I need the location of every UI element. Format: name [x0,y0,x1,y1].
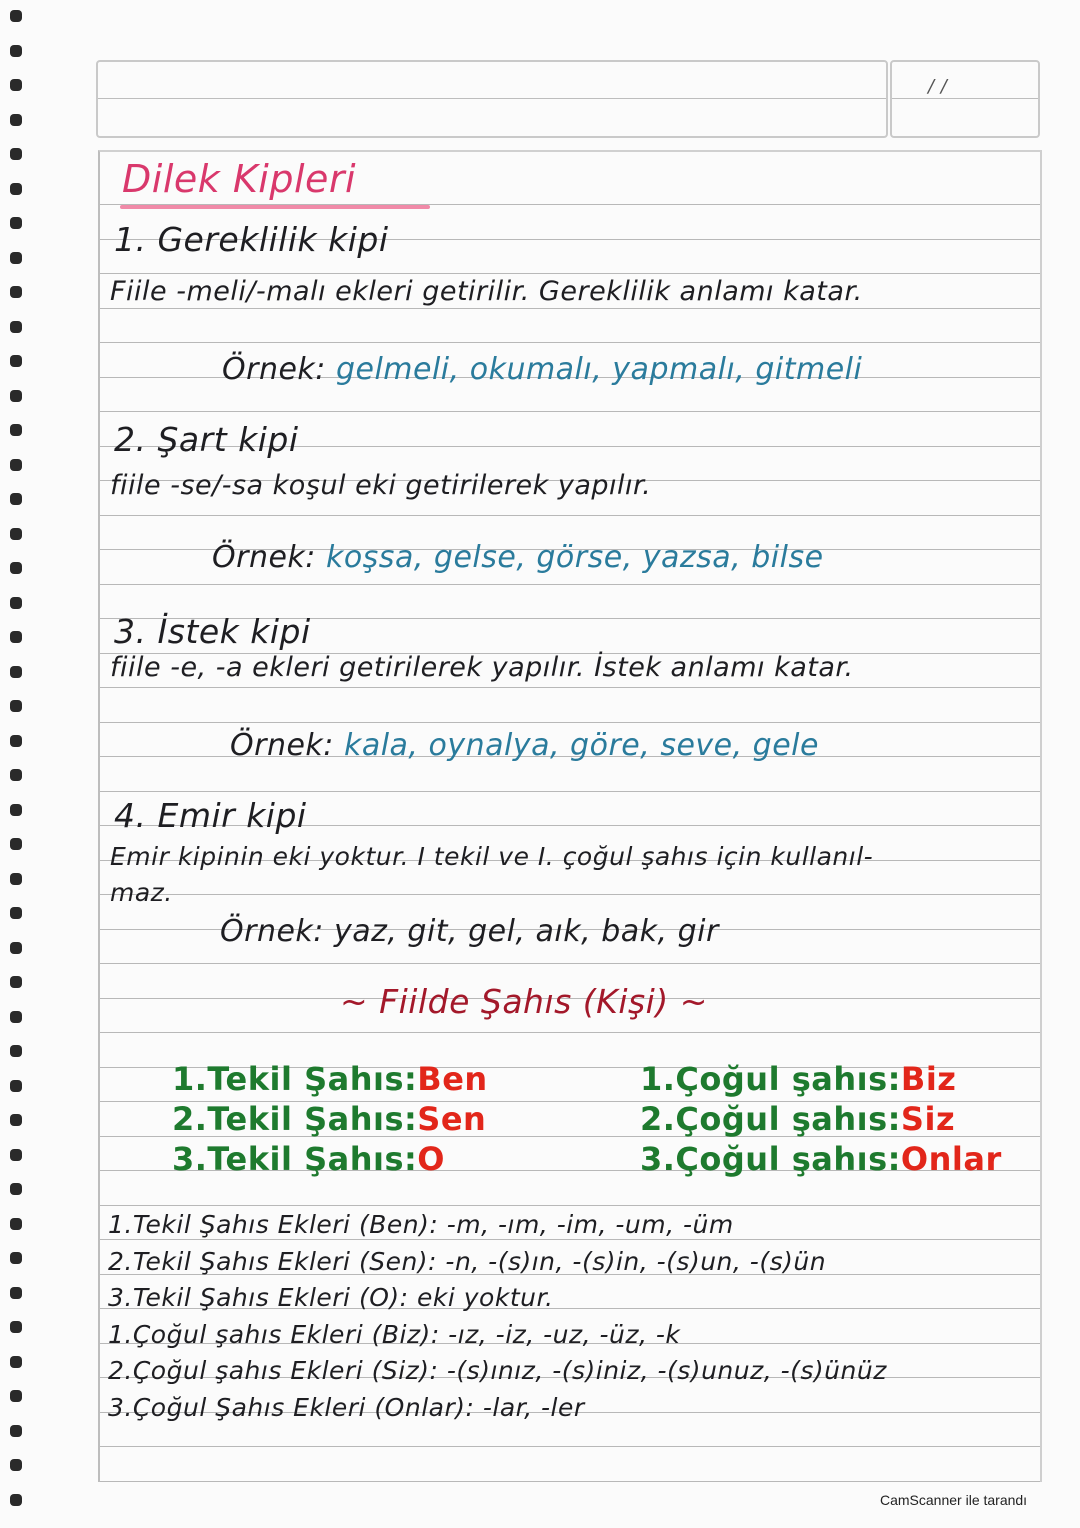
ruled-line [100,273,1040,274]
person-label: 1.Çoğul şahıs: [640,1060,901,1098]
person-pronoun: O [417,1140,445,1178]
binding-holes [8,0,24,1528]
person-pronoun: Sen [417,1100,487,1138]
binding-hole [10,1321,22,1333]
example-label: Örnek: [230,728,334,763]
section-text: Emir kipinin eki yoktur. I tekil ve I. çoğul şahıs için kullanıl- [110,842,874,871]
binding-hole [10,1390,22,1402]
binding-hole [10,838,22,850]
suffix-line: 1.Tekil Şahıs Ekleri (Ben): -m, -ım, -im, -um, -üm [108,1210,734,1239]
person-pronoun: Ben [417,1060,488,1098]
binding-hole [10,1494,22,1506]
ruled-line [100,515,1040,516]
binding-hole [10,10,22,22]
ruled-line [100,1205,1040,1206]
section-heading: 3. İstek kipi [114,612,311,651]
person-label: 1.Tekil Şahıs: [172,1060,418,1098]
person-item [640,1100,955,1138]
ruled-line [100,411,1040,412]
person-pronoun: Siz [900,1100,956,1138]
binding-hole [10,355,22,367]
binding-hole [10,907,22,919]
binding-hole [10,976,22,988]
binding-hole [10,1356,22,1368]
person-label: 2.Çoğul şahıs: [640,1100,901,1138]
section-text: fiile -e, -a ekleri getirilerek yapılır. İstek anlamı katar. [110,652,854,683]
ruled-line [100,963,1040,964]
example-label: Örnek: [220,914,324,949]
suffix-line: 2.Çoğul şahıs Ekleri (Siz): -(s)ınız, -(s)iniz, -(s)unuz, -(s)ünüz [108,1356,887,1385]
binding-hole [10,528,22,540]
ruled-line [100,1481,1040,1482]
person-label: 3.Tekil Şahıs: [172,1140,418,1178]
ruled-line [100,1446,1040,1447]
person-pronoun: Onlar [900,1140,1002,1178]
section-heading: 2. Şart kipi [114,420,299,459]
suffix-line: 3.Çoğul Şahıs Ekleri (Onlar): -lar, -ler [108,1392,585,1422]
binding-hole [10,1183,22,1195]
ruled-line [100,308,1040,309]
ruled-line [100,1032,1040,1033]
ruled-line [100,584,1040,585]
binding-hole [10,1045,22,1057]
person-label: 3.Çoğul şahıs: [640,1140,901,1178]
binding-hole [10,390,22,402]
binding-hole [10,148,22,160]
binding-hole [10,79,22,91]
header-date-box [890,60,1040,138]
binding-hole [10,1425,22,1437]
binding-hole [10,1114,22,1126]
example-words: gelmeli, okumalı, yapmalı, gitmeli [335,352,863,387]
binding-hole [10,1287,22,1299]
scanner-footer: CamScanner ile tarandı [880,1492,1028,1508]
binding-hole [10,1011,22,1023]
suffix-line: 1.Çoğul şahıs Ekleri (Biz): -ız, -iz, -uz, -üz, -k [108,1319,681,1349]
section-text: fiile -se/-sa koşul eki getirilerek yapılır. [110,470,652,501]
binding-hole [10,252,22,264]
header-title-box [96,60,888,138]
ruled-line [100,342,1040,343]
binding-hole [10,1252,22,1264]
binding-hole [10,597,22,609]
binding-hole [10,562,22,574]
binding-hole [10,700,22,712]
binding-hole [10,493,22,505]
suffix-line: 3.Tekil Şahıs Ekleri (O): eki yoktur. [108,1283,554,1312]
example-line [212,540,824,575]
notebook-page [98,150,1042,1482]
ruled-line [100,894,1040,895]
page-title: Dilek Kipleri [122,157,357,201]
ruled-line [100,687,1040,688]
person-item [172,1140,445,1178]
binding-hole [10,942,22,954]
section-text-continued: maz. [110,878,173,907]
binding-hole [10,804,22,816]
suffix-line: 2.Tekil Şahıs Ekleri (Sen): -n, -(s)ın, -(s)in, -(s)un, -(s)ün [108,1246,827,1276]
section-text: Fiile -meli/-malı ekleri getirilir. Gereklilik anlamı katar. [110,276,863,307]
binding-hole [10,631,22,643]
example-label: Örnek: [212,540,316,575]
binding-hole [10,459,22,471]
binding-hole [10,217,22,229]
binding-hole [10,424,22,436]
section-heading: 1. Gereklilik kipi [114,220,389,259]
binding-hole [10,286,22,298]
example-words: kala, oynalya, göre, seve, gele [343,728,819,763]
person-label: 2.Tekil Şahıs: [172,1100,418,1138]
binding-hole [10,1459,22,1471]
binding-hole [10,1218,22,1230]
date-placeholder: / / [928,76,948,97]
example-words: yaz, git, gel, aık, bak, gir [333,914,719,949]
binding-hole [10,735,22,747]
binding-hole [10,1080,22,1092]
binding-hole [10,321,22,333]
person-item [172,1060,488,1098]
persons-heading: ~ Fiilde Şahıs (Kişi) ~ [340,982,708,1021]
ruled-line [100,1239,1040,1240]
binding-hole [10,873,22,885]
binding-hole [10,769,22,781]
binding-hole [10,1149,22,1161]
person-item [640,1140,1002,1178]
title-underline [120,205,430,209]
person-pronoun: Biz [900,1060,957,1098]
ruled-line [100,791,1040,792]
example-line [220,914,719,949]
example-line [230,728,819,763]
section-heading: 4. Emir kipi [114,796,307,835]
binding-hole [10,666,22,678]
example-line [222,352,862,387]
binding-hole [10,183,22,195]
person-item [172,1100,486,1138]
example-label: Örnek: [222,352,326,387]
person-item [640,1060,956,1098]
binding-hole [10,114,22,126]
ruled-line [100,722,1040,723]
example-words: koşsa, gelse, görse, yazsa, bilse [325,540,824,575]
binding-hole [10,45,22,57]
